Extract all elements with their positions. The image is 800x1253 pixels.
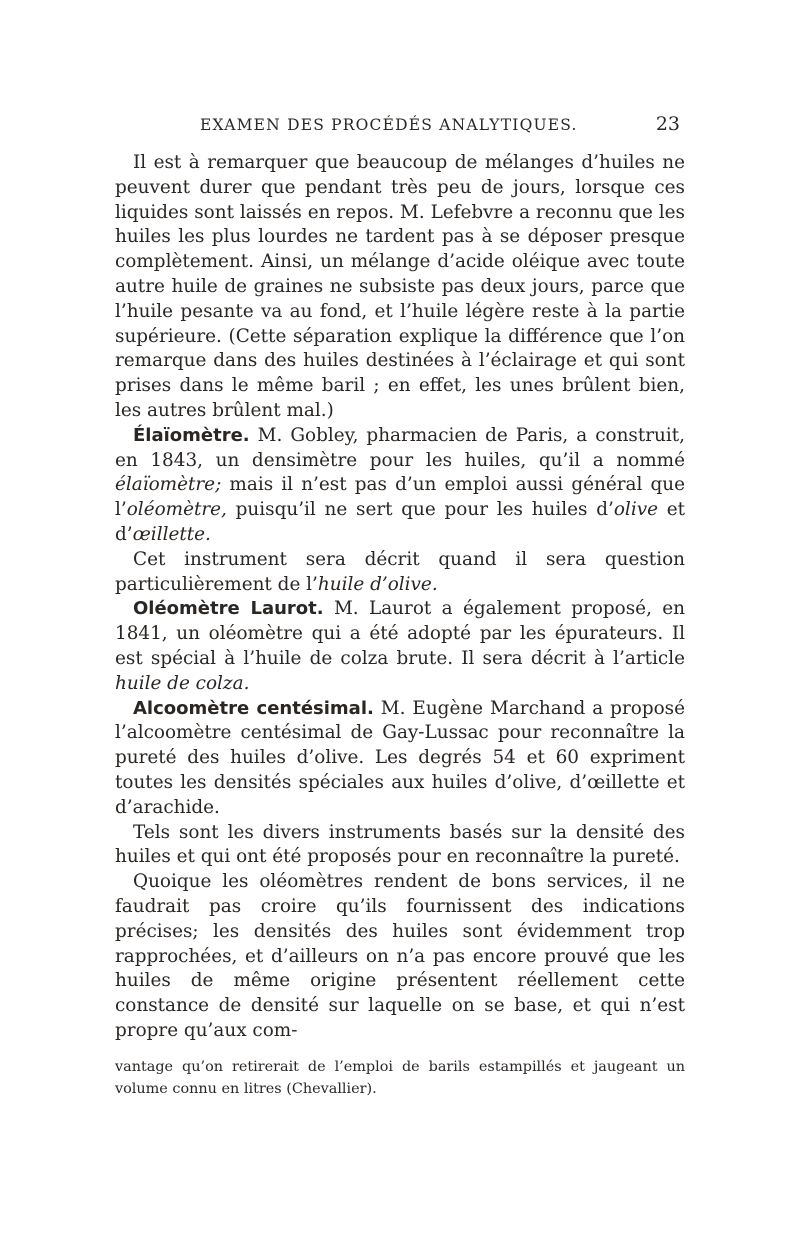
text-run: puisqu’il ne sert que pour les huiles d’ — [226, 499, 614, 521]
running-header — [200, 113, 680, 135]
italic-run: huile de colza. — [115, 672, 250, 694]
paragraph-mixtures: Il est à remarquer que beaucoup de mélanges d’huiles ne peuvent durer que pendant très peu de jours, lorsque ces liquides sont laissés en repos. M. Lefebvre a reconnu que les huiles les plus lourdes ne tardent pas à se déposer presque complètement. Ainsi, un mélange d’acide oléique avec toute autre huile de graines ne subsiste pas deux jours, parce que l’huile pesante va au fond, et l’huile légère reste à la partie supérieure. (Cette séparation explique la différence que l’on remarque dans des huiles destinées à l’éclairage et qui sont prises dans le même baril ; en effet, les unes brûlent bien, les autres brûlent mal.) — [115, 152, 685, 421]
text-run: et d’ — [115, 499, 685, 545]
text-run: mais il n’est pas d’un emploi aussi général que l’ — [115, 474, 685, 521]
text-run: M. Eugène Marchand a proposé l’alcoomètre centésimal de Gay-Lussac pour reconnaître la pureté des huiles d’olive. Les degrés 54 et 60 expriment toutes les densités spéciales aux huiles d’olive, d’œillette et d’arachide. — [115, 697, 685, 818]
italic-run: œillette. — [132, 523, 211, 545]
paragraph-oleometre-laurot — [115, 597, 685, 696]
italic-run: oléomètre, — [126, 499, 227, 521]
italic-run: olive — [613, 499, 658, 521]
text-run: Cet instrument sera décrit quand il sera question particulièrement de l’ — [115, 548, 685, 595]
paragraph-oleometres-limits: Quoique les oléomètres rendent de bons services, il ne faudrait pas croire qu’ils fournissent des indications précises; les densités des huiles sont évidemment trop rapprochées, et d’ailleurs on n’a pas encore prouvé que les huiles de même origine présentent réellement cette constance de densité sur laquelle on se base, et qui n’est propre qu’aux com- — [115, 871, 685, 1041]
paragraph-alcoometre — [115, 697, 685, 821]
footnote-text: vantage qu’on retirerait de l’emploi de barils estampillés et jaugeant un volume connu en litres (Chevallier). — [115, 1059, 685, 1097]
italic-run: élaïomètre; — [115, 474, 222, 496]
paragraph-elaiometre — [115, 424, 685, 548]
footnote — [115, 1056, 685, 1100]
paragraph-instrument — [115, 548, 685, 598]
paragraph-instruments-summary: Tels sont les divers instruments basés sur la densité des huiles et qui ont été proposés pour en reconnaître la pureté. — [115, 821, 685, 868]
term-alcoometre: Alcoomètre centésimal. — [133, 697, 374, 719]
running-title: EXAMEN DES PROCÉDÉS ANALYTIQUES. — [200, 116, 578, 134]
main-text — [115, 151, 685, 1044]
page-number: 23 — [655, 113, 680, 135]
term-oleometre-laurot: Oléomètre Laurot. — [133, 598, 324, 620]
text-run: M. Laurot a également proposé, en 1841, un oléomètre qui a été adopté par les épurateurs. Il est spécial à l’huile de colza brute. Il sera décrit à l’article — [115, 598, 685, 669]
term-elaiometre: Élaïomètre. — [133, 424, 250, 446]
italic-run: huile d’olive. — [317, 573, 438, 595]
text-run: M. Gobley, pharmacien de Paris, a construit, en 1843, un densimètre pour les huiles, qu’il a nommé — [115, 424, 685, 471]
